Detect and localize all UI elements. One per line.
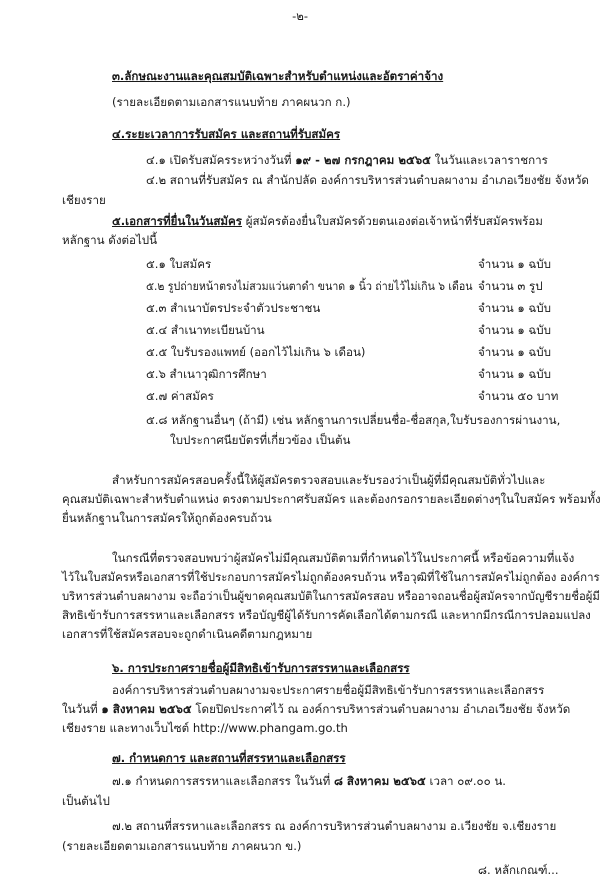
section-6-date: ๑ สิงหาคม ๒๕๖๕ [101,702,192,716]
paragraph-2-line: สิทธิเข้ารับการสรรหาและเลือกสรร หรือบัญชีผู้ได้รับการคัดเลือกได้ตามกรณี และหากมีกรณีการปลอมแปลง [62,608,591,622]
footer-next-section: ๘. หลักเกณฑ์... [478,863,559,877]
section-7-item-1 [112,773,506,789]
paragraph-2-line: ไว้ในใบสมัครหรือเอกสารที่ใช้ประกอบการสมัครไม่ถูกต้องครบถ้วน หรือวุฒิที่ใช้ในการสมัครไม่ถูกต้อง องค์การ [62,570,600,584]
doc-item-amount: จำนวน ๑ ฉบับ [478,345,552,359]
doc-item-amount: จำนวน ๑ ฉบับ [478,367,552,381]
doc-item-amount: จำนวน ๓ รูป [478,279,543,293]
section-6-line-2 [62,701,570,717]
section-7-item-1-date: ๘ สิงหาคม ๒๕๖๕ [333,774,426,788]
section-6-date-prefix: ในวันที่ [62,702,98,716]
section-6-line-3: เชียงราย และทางเว็บไซต์ http://www.phangam.go.th [62,721,348,735]
section-7-item-1-suffix: เวลา ๐๙.๐๐ น. [429,774,506,788]
section-6-line-1: องค์การบริหารส่วนตำบลผางามจะประกาศรายชื่อผู้มีสิทธิเข้ารับการสรรหาและเลือกสรร [112,683,545,697]
section-4-item-2-line-1: ๔.๒ สถานที่รับสมัคร ณ สำนักปลัด องค์การบริหารส่วนตำบลผางาม อำเภอเวียงชัย จังหวัด [146,173,589,187]
paragraph-2-line: บริหารส่วนตำบลผางาม จะถือว่าเป็นผู้ขาดคุณสมบัติในการสมัครสอบ หรืออาจถอนชื่อผู้สมัครจากบัญชีรายชื่อผู้มี [62,589,600,603]
section-7-item-1-prefix: ๗.๑ กำหนดการสรรหาและเลือกสรร ในวันที่ [112,774,331,788]
doc-item-label: ๕.๔ สำเนาทะเบียนบ้าน [146,323,265,337]
paragraph-2-line: เอกสารที่ใช้สมัครสอบจะถูกดำเนินคดีตามกฎหมาย [62,627,313,641]
paragraph-1-line: สำหรับการสมัครสอบครั้งนี้ให้ผู้สมัครตรวจสอบและรับรองว่าเป็นผู้ที่มีคุณสมบัติทั่วไปและ [112,473,546,487]
doc-item-label: ๕.๑ ใบสมัคร [146,257,212,271]
doc-item-label: ๕.๖ สำเนาวุฒิการศึกษา [146,367,267,381]
section-7-item-1-line-2: เป็นต้นไป [62,794,110,808]
doc-item-label: ๕.๓ สำเนาบัตรประจำตัวประชาชน [146,301,321,315]
section-5-intro-line-2: หลักฐาน ดังต่อไปนี้ [62,233,158,247]
item-1-prefix: ๔.๑ เปิดรับสมัครระหว่างวันที่ [146,153,292,167]
doc-item-label: ๕.๕ ใบรับรองแพทย์ (ออกไว้ไม่เกิน ๖ เดือน) [146,345,366,359]
section-7-heading: ๗. กำหนดการ และสถานที่สรรหาและเลือกสรร [112,751,346,765]
section-3-note: (รายละเอียดตามเอกสารแนบท้าย ภาคผนวก ก.) [112,95,351,109]
doc-item-amount: จำนวน ๑ ฉบับ [478,323,552,337]
section-5-heading: ๕.เอกสารที่ยื่นในวันสมัคร [112,214,243,228]
item-1-suffix: ในวันและเวลาราชการ [434,153,548,167]
doc-item-amount: จำนวน ๑ ฉบับ [478,257,552,271]
doc-item-amount: จำนวน ๑ ฉบับ [478,301,552,315]
paragraph-2-line: ในกรณีที่ตรวจสอบพบว่าผู้สมัครไม่มีคุณสมบัติตามที่กำหนดไว้ในประกาศนี้ หรือข้อความที่แจ้ง [112,551,575,565]
section-5-item-8-line-1: ๕.๘ หลักฐานอื่นๆ (ถ้ามี) เช่น หลักฐานการเปลี่ยนชื่อ-ชื่อสกุล,ใบรับรองการผ่านงาน, [146,413,561,427]
doc-item-label: ๕.๗ ค่าสมัคร [146,389,214,403]
section-4-item-2-line-2: เชียงราย [62,193,106,207]
item-1-dates: ๑๙ - ๒๗ กรกฎาคม ๒๕๖๕ [295,153,431,167]
section-4-item-1 [146,152,548,168]
page-number: -๒- [292,9,309,23]
section-7-item-2-line-1: ๗.๒ สถานที่สรรหาและเลือกสรร ณ องค์การบริหารส่วนตำบลผางาม อ.เวียงชัย จ.เชียงราย [112,819,557,833]
section-6-heading: ๖. การประกาศรายชื่อผู้มีสิทธิเข้ารับการสรรหาและเลือกสรร [112,661,410,675]
section-6-date-suffix: โดยปิดประกาศไว้ ณ องค์การบริหารส่วนตำบลผางาม อำเภอเวียงชัย จังหวัด [195,702,571,716]
section-3-heading: ๓.ลักษณะงานและคุณสมบัติเฉพาะสำหรับตำแหน่งและอัตราค่าจ้าง [112,69,444,83]
paragraph-1-line: คุณสมบัติเฉพาะสำหรับตำแหน่ง ตรงตามประกาศรับสมัคร และต้องกรอกรายละเอียดต่างๆในใบสมัคร พร้อมทั้ง [62,492,601,506]
paragraph-1-line: ยื่นหลักฐานในการสมัครให้ถูกต้องครบถ้วน [62,511,272,525]
section-5-item-8-line-2: ใบประกาศนียบัตรที่เกี่ยวข้อง เป็นต้น [170,433,351,447]
doc-item-label: ๕.๒ รูปถ่ายหน้าตรงไม่สวมแว่นตาดำ ขนาด ๑ นิ้ว ถ่ายไว้ไม่เกิน ๖ เดือน [146,279,473,293]
section-4-heading: ๔.ระยะเวลาการรับสมัคร และสถานที่รับสมัคร [112,127,341,141]
section-7-item-2-line-2: (รายละเอียดตามเอกสารแนบท้าย ภาคผนวก ข.) [62,839,302,853]
section-5-intro-rest: ผู้สมัครต้องยื่นใบสมัครด้วยตนเองต่อเจ้าหน้าที่รับสมัครพร้อม [245,214,543,228]
section-5-intro [112,213,543,229]
doc-item-amount: จำนวน ๕๐ บาท [478,389,559,403]
